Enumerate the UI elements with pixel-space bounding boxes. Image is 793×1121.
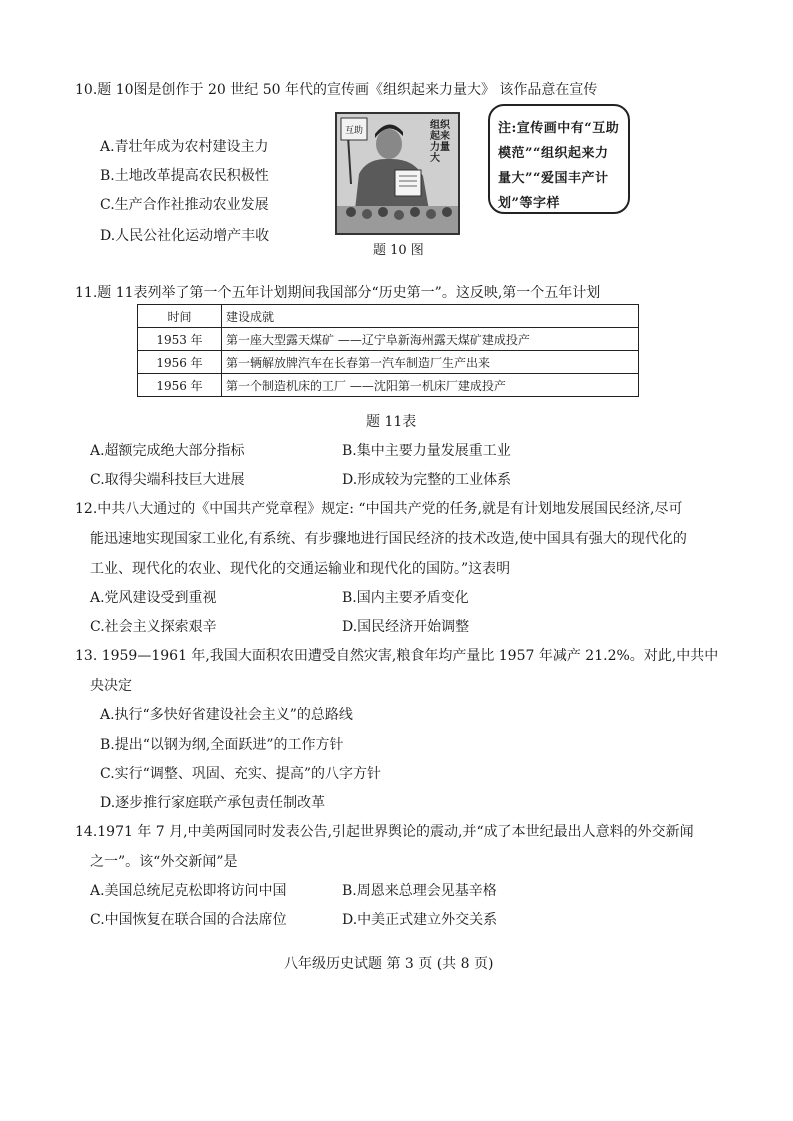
q13-option-d: D.逐步推行家庭联产承包责任制改革 [100,795,326,811]
table-row [138,351,639,374]
q12-stem-line-3: 工业、现代化的农业、现代化的交通运输业和现代化的国防。”这表明 [90,561,511,577]
q12-stem-line-1: 12.中共八大通过的《中国共产党章程》规定: “中国共产党的任务,就是有计划地发展国民经济,尽可 [75,501,683,517]
q10-option-a: A.青壮年成为农村建设主力 [100,139,269,155]
table-row [138,374,639,397]
q10-option-d: D.人民公社化运动增产丰收 [100,228,270,244]
table-row [138,328,639,351]
q13-option-c: C.实行“调整、巩固、充实、提高”的八字方针 [100,766,381,782]
q14-option-d: D.中美正式建立外交关系 [342,912,498,928]
table-header-achievement: 建设成就 [222,305,639,328]
q11-option-a: A.超额完成绝大部分指标 [90,443,245,459]
q11-option-c: C.取得尖端科技巨大进展 [90,472,245,488]
q14-option-b: B.周恩来总理会见基辛格 [342,883,497,899]
q10-figure-caption: 题 10 图 [373,243,424,258]
poster-slogan: 组织起来力量大 [430,120,450,164]
table-cell-year: 1956 年 [138,374,222,397]
q14-option-c: C.中国恢复在联合国的合法席位 [90,912,287,928]
q13-stem-line-1: 13. 1959—1961 年,我国大面积农田遭受自然灾害,粮食年均产量比 1957 年减产 21.2%。对此,中共中 [75,648,719,664]
q13-option-b: B.提出“以钢为纲,全面跃进”的工作方针 [100,737,344,753]
q12-stem-line-2: 能迅速地实现国家工业化,有系统、有步骤地进行国民经济的技术改造,使中国具有强大的现代化的 [90,531,687,547]
table-header-row [138,305,639,328]
q12-option-b: B.国内主要矛盾变化 [342,590,469,606]
q10-stem: 10.题 10图是创作于 20 世纪 50 年代的宣传画《组织起来力量大》 该作品意在宣传 [75,82,598,98]
svg-text:互助: 互助 [345,126,364,136]
q13-option-a: A.执行“多快好省建设社会主义”的总路线 [100,707,353,723]
q11-stem: 11.题 11表列举了第一个五年计划期间我国部分“历史第一”。这反映,第一个五年计划 [75,285,601,301]
table-header-time: 时间 [138,305,222,328]
page-footer: 八年级历史试题 第 3 页 (共 8 页) [284,956,494,972]
propaganda-poster-image [335,112,460,235]
q12-option-c: C.社会主义探索艰辛 [90,619,217,635]
q10-option-c: C.生产合作社推动农业发展 [100,197,269,213]
q10-option-b: B.土地改革提高农民积极性 [100,168,269,184]
q14-option-a: A.美国总统尼克松即将访问中国 [90,883,287,899]
q14-stem-line-1: 14.1971 年 7 月,中美两国同时发表公告,引起世界舆论的震动,并“成了本世纪最出人意料的外交新闻 [75,824,694,840]
q11-table [137,304,639,397]
q11-option-b: B.集中主要力量发展重工业 [342,443,511,459]
q11-table-caption: 题 11表 [366,414,417,430]
q12-option-d: D.国民经济开始调整 [342,619,470,635]
q14-stem-line-2: 之一”。该“外交新闻”是 [90,854,238,870]
q10-note-box: 注:宣传画中有“互助模范”“组织起来力量大”“爱国丰产计划”等字样 [488,104,630,214]
q13-stem-line-2: 央决定 [90,678,132,694]
table-cell-achievement: 第一座大型露天煤矿 ——辽宁阜新海州露天煤矿建成投产 [222,328,639,351]
q11-option-d: D.形成较为完整的工业体系 [342,472,512,488]
table-cell-year: 1953 年 [138,328,222,351]
table-cell-achievement: 第一个制造机床的工厂 ——沈阳第一机床厂建成投产 [222,374,639,397]
q12-option-a: A.党风建设受到重视 [90,590,217,606]
table-cell-achievement: 第一辆解放牌汽车在长春第一汽车制造厂生产出来 [222,351,639,374]
table-cell-year: 1956 年 [138,351,222,374]
